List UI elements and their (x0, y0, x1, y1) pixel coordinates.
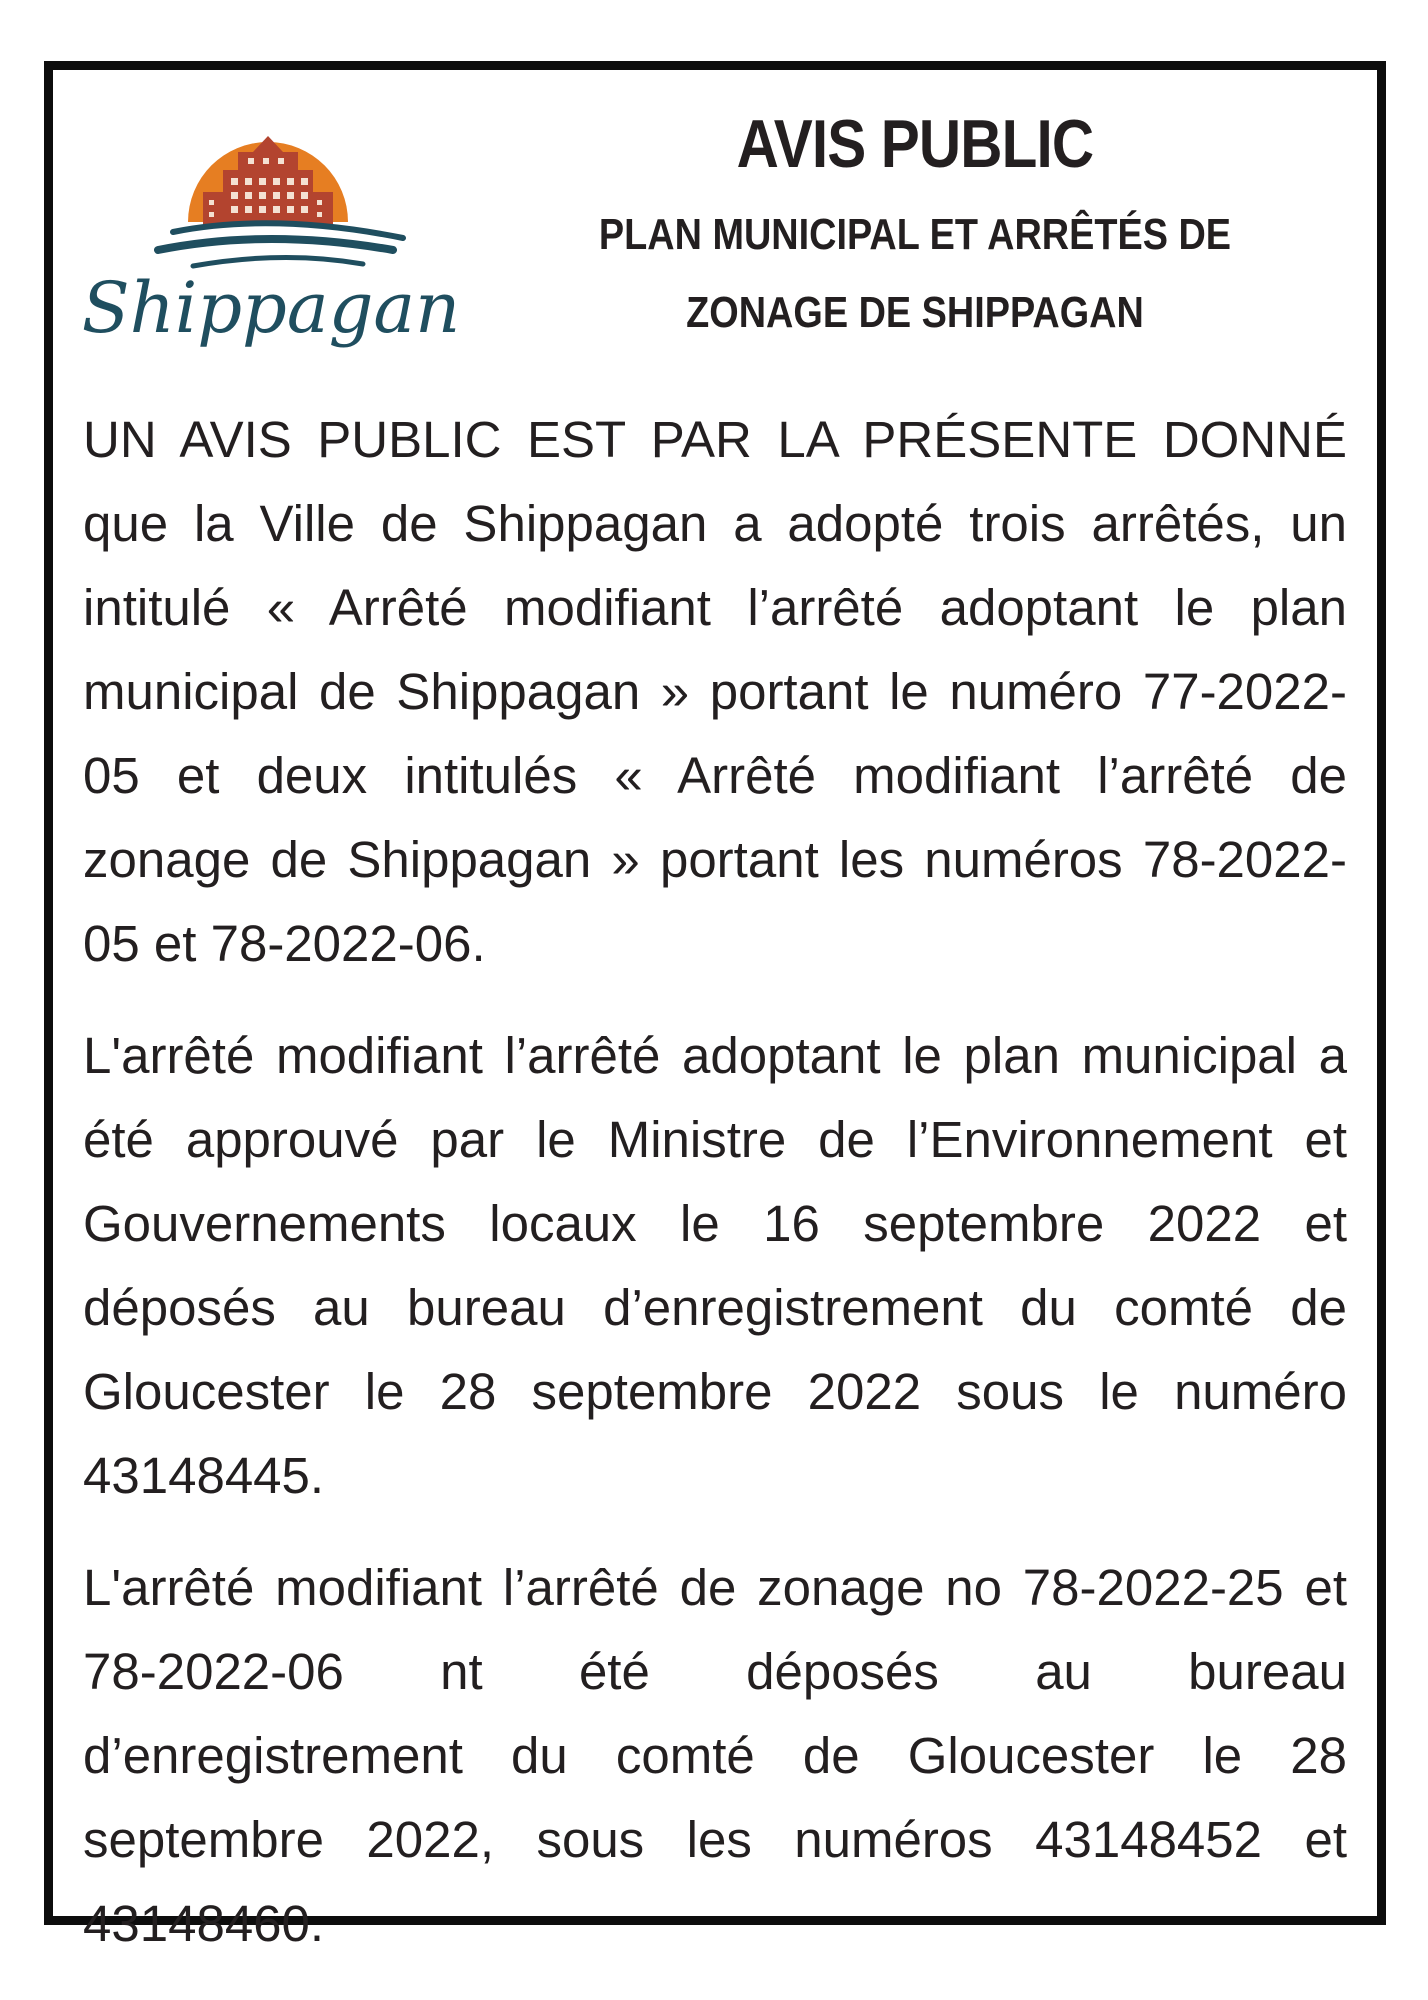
shippagan-logo-graphic (81, 100, 461, 360)
paragraph-line: Gouvernements locaux le 16 septembre 2022 et (83, 1195, 1347, 1252)
paragraph-line: Gloucester le 28 septembre 2022 sous le numéro (83, 1363, 1347, 1420)
subtitle-line-2: ZONAGE DE SHIPPAGAN (686, 288, 1144, 337)
page-title: AVIS PUBLIC (736, 106, 1094, 182)
subtitle-line-1: PLAN MUNICIPAL ET ARRÊTÉS DE (598, 210, 1232, 259)
paragraph-3 (83, 1546, 1347, 1966)
paragraph-line: 43148445. (83, 1447, 325, 1504)
paragraph-line: que la Ville de Shippagan a adopté trois arrêtés, un (83, 495, 1347, 552)
paragraph-line: UN AVIS PUBLIC EST PAR LA PRÉSENTE DONNÉ (83, 411, 1347, 468)
notice-frame (44, 61, 1386, 1952)
paragraph-line: L'arrêté modifiant l’arrêté adoptant le plan municipal a (83, 1027, 1347, 1084)
water-waves (158, 223, 403, 266)
notice-body (83, 398, 1347, 1994)
paragraph-1 (83, 398, 1347, 986)
paragraph-line: 05 et deux intitulés « Arrêté modifiant l’arrêté de (83, 747, 1347, 804)
logo-wordmark: Shippagan (81, 267, 461, 349)
paragraph-line: 05 et 78-2022-06. (83, 915, 486, 972)
paragraph-line: intitulé « Arrêté modifiant l’arrêté adoptant le plan (83, 579, 1347, 636)
paragraph-line: déposés au bureau d’enregistrement du comté de (83, 1279, 1347, 1336)
paragraph-line: L'arrêté modifiant l’arrêté de zonage no 78-2022-25 et (83, 1559, 1347, 1616)
paragraph-line: été approuvé par le Ministre de l’Environnement et (83, 1111, 1347, 1168)
paragraph-line: 43148460. (83, 1895, 325, 1952)
shippagan-logo (81, 100, 461, 360)
page-subtitle (535, 196, 1295, 352)
paragraph-2 (83, 1014, 1347, 1518)
paragraph-line: d’enregistrement du comté de Gloucester le 28 (83, 1727, 1347, 1784)
notice-heading (473, 106, 1357, 352)
paragraph-line: zonage de Shippagan » portant les numéros 78-2022- (83, 831, 1347, 888)
paragraph-line: septembre 2022, sous les numéros 43148452 et (83, 1811, 1347, 1868)
paragraph-line: 78-2022-06 nt été déposés au bureau (83, 1643, 1347, 1700)
paragraph-line: municipal de Shippagan » portant le numéro 77-2022- (83, 663, 1347, 720)
